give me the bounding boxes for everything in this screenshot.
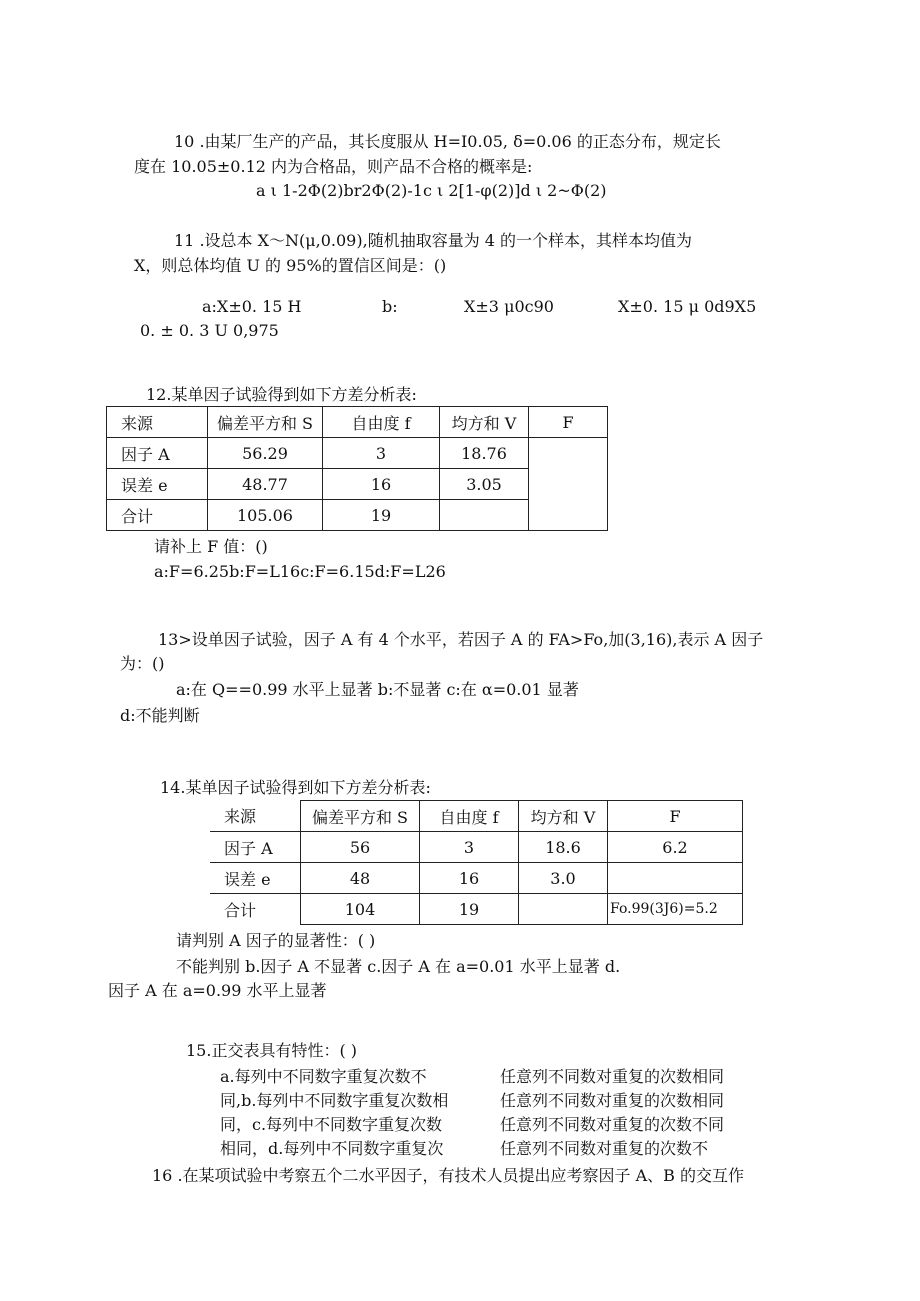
table-cell: 19 <box>323 500 440 531</box>
q12-prompt: 请补上 F 值：() <box>154 537 268 556</box>
q13-line2: 为：() <box>120 654 165 673</box>
table-cell: 56.29 <box>208 438 323 469</box>
header-cell: 均方和 V <box>440 407 529 438</box>
table-cell: 16 <box>323 469 440 500</box>
table-row <box>210 832 743 863</box>
table-cell: 18.6 <box>519 832 608 863</box>
header-cell: 来源 <box>210 801 301 832</box>
q15-line1-left: a.每列中不同数字重复次数不 <box>220 1067 427 1086</box>
q13-line1: 13>设单因子试验，因子 A 有 4 个水平，若因子 A 的 FA>Fo,加(3,16),表示 A 因子 <box>158 630 764 649</box>
q12-options: a:F=6.25b:F=L16c:F=6.15d:F=L26 <box>154 562 446 581</box>
header-cell: 偏差平方和 S <box>301 801 420 832</box>
q11-line2: X，则总体均值 U 的 95%的置信区间是：() <box>134 256 447 275</box>
q15-line2-left: 同,b.每列中不同数字重复次数相 <box>220 1091 449 1110</box>
q13-line3: a:在 Q==0.99 水平上显著 b:不显著 c:在 α=0.01 显著 <box>176 680 579 699</box>
q11-line1: 11 .设总本 X～N(μ,0.09),随机抽取容量为 4 的一个样本，其样本均值为 <box>174 231 693 250</box>
table-row <box>210 863 743 894</box>
q14-line2: 不能判别 b.因子 A 不显著 c.因子 A 在 a=0.01 水平上显著 d. <box>176 957 621 976</box>
table-cell: 18.76 <box>440 438 529 469</box>
q14-prompt: 请判别 A 因子的显著性：( ) <box>176 931 376 950</box>
table-cell: 因子 A <box>107 438 208 469</box>
q11-option-b: X±3 μ0c90 <box>464 297 554 316</box>
q12-anova-table <box>106 406 608 531</box>
table-cell: 104 <box>301 894 420 925</box>
f-value-empty-cell <box>529 438 608 531</box>
header-cell: F <box>608 801 743 832</box>
q15-line3-left: 同，c.每列中不同数字重复次数 <box>220 1115 443 1134</box>
q15-line4-right: 任意列不同数对重复的次数不 <box>500 1139 709 1158</box>
header-cell: 来源 <box>107 407 208 438</box>
table-cell: 合计 <box>210 894 301 925</box>
header-cell: 自由度 f <box>420 801 519 832</box>
table-cell: 48.77 <box>208 469 323 500</box>
q11-option-d: 0. ± 0. 3 U 0,975 <box>140 321 279 340</box>
header-cell: 自由度 f <box>323 407 440 438</box>
table-cell <box>519 894 608 925</box>
q15-line1-right: 任意列不同数对重复的次数相同 <box>500 1067 725 1086</box>
q14-title: 14.某单因子试验得到如下方差分析表: <box>160 778 431 797</box>
q11-option-a: a:X±0. 15 H <box>202 297 302 316</box>
table-cell: 56 <box>301 832 420 863</box>
table-cell <box>608 863 743 894</box>
header-cell: 均方和 V <box>519 801 608 832</box>
q15-line3-right: 任意列不同数对重复的次数不同 <box>500 1115 725 1134</box>
q14-anova-table <box>210 800 743 925</box>
critical-value-cell: Fo.99(3J6)=5.2 <box>608 894 743 925</box>
table-cell: 因子 A <box>210 832 301 863</box>
table-row <box>107 438 608 469</box>
table-header-row <box>210 801 743 832</box>
q15-line2-right: 任意列不同数对重复的次数相同 <box>500 1091 725 1110</box>
q10-line2: 度在 10.05±0.12 内为合格品，则产品不合格的概率是: <box>134 157 533 176</box>
table-cell: 合计 <box>107 500 208 531</box>
header-cell: F <box>529 407 608 438</box>
q14-line3: 因子 A 在 a=0.99 水平上显著 <box>108 981 327 1000</box>
table-header-row <box>107 407 608 438</box>
q10-options: a ι 1-2Φ(2)br2Φ(2)-1c ι 2[1-φ(2)]d ι 2~Φ(2) <box>256 181 607 200</box>
q12-title: 12.某单因子试验得到如下方差分析表: <box>146 385 417 404</box>
table-cell <box>440 500 529 531</box>
table-cell: 误差 e <box>210 863 301 894</box>
table-cell: 3.0 <box>519 863 608 894</box>
q15-title: 15.正交表具有特性：( ) <box>186 1041 358 1060</box>
table-cell: 105.06 <box>208 500 323 531</box>
q11-option-c: X±0. 15 μ 0d9X5 <box>618 297 757 316</box>
table-cell: 3 <box>323 438 440 469</box>
q13-line4: d:不能判断 <box>120 706 200 725</box>
table-cell: 6.2 <box>608 832 743 863</box>
table-cell: 3 <box>420 832 519 863</box>
header-cell: 偏差平方和 S <box>208 407 323 438</box>
table-cell: 3.05 <box>440 469 529 500</box>
table-cell: 48 <box>301 863 420 894</box>
q16-line1: 16 .在某项试验中考察五个二水平因子，有技术人员提出应考察因子 A、B 的交互作 <box>152 1166 745 1185</box>
table-cell: 16 <box>420 863 519 894</box>
q10-line1: 10 .由某厂生产的产品，其长度服从 H=I0.05, δ=0.06 的正态分布，规定长 <box>174 132 721 151</box>
table-cell: 误差 e <box>107 469 208 500</box>
q15-line4-left: 相同，d.每列中不同数字重复次 <box>220 1139 444 1158</box>
q11-option-b-label: b: <box>382 297 398 316</box>
table-cell: 19 <box>420 894 519 925</box>
table-row <box>210 894 743 925</box>
